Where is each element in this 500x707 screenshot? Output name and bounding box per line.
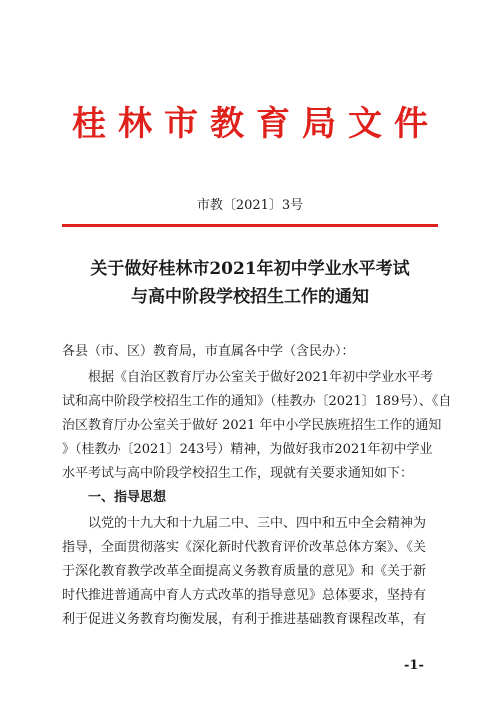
paragraph-2-line-1: 以党的十九大和十九届二中、三中、四中和五中全会精神为 bbox=[62, 516, 427, 531]
paragraph-2-line-4: 时代推进普通高中育人方式改革的指导意见》总体要求，坚持有 bbox=[62, 588, 427, 603]
section-1-heading: 一、指导思想 bbox=[88, 490, 167, 505]
paragraph-2-line-2: 指导，全面贯彻落实《深化新时代教育评价改革总体方案》、《关 bbox=[62, 540, 427, 555]
paragraph-2-line-3: 于深化教育教学改革全面提高义务教育质量的意见》和《关于新 bbox=[62, 564, 427, 579]
notice-title-line-1: 关于做好桂林市2021年初中学业水平考试 bbox=[90, 259, 410, 279]
paragraph-2-line-5: 利于促进义务教育均衡发展，有利于推进基础教育课程改革，有 bbox=[62, 612, 427, 627]
red-divider-line bbox=[62, 224, 438, 227]
notice-title-line-2: 与高中阶段学校招生工作的通知 bbox=[131, 287, 369, 307]
page-number: -1- bbox=[404, 658, 424, 673]
paragraph-1-line-1: 根据《自治区教育厅办公室关于做好2021年初中学业水平考 bbox=[62, 370, 434, 385]
paragraph-1-line-5: 水平考试与高中阶段学校招生工作，现就有关要求通知如下： bbox=[62, 466, 414, 481]
paragraph-1-line-3: 治区教育厅办公室关于做好 2021 年中小学民族班招生工作的通知 bbox=[62, 418, 442, 433]
document-number: 市教〔2021〕3号 bbox=[196, 198, 304, 213]
paragraph-1-line-2: 试和高中阶段学校招生工作的通知》（桂教办〔2021〕189号）、《自 bbox=[62, 394, 452, 409]
document-header-title: 桂林市教育局文件 bbox=[72, 104, 440, 144]
paragraph-1-line-4: 》（桂教办〔2021〕243号）精神，为做好我市2021年初中学业 bbox=[62, 442, 433, 457]
recipients-line: 各县（市、区）教育局，市直属各中学（含民办）： bbox=[62, 344, 355, 359]
